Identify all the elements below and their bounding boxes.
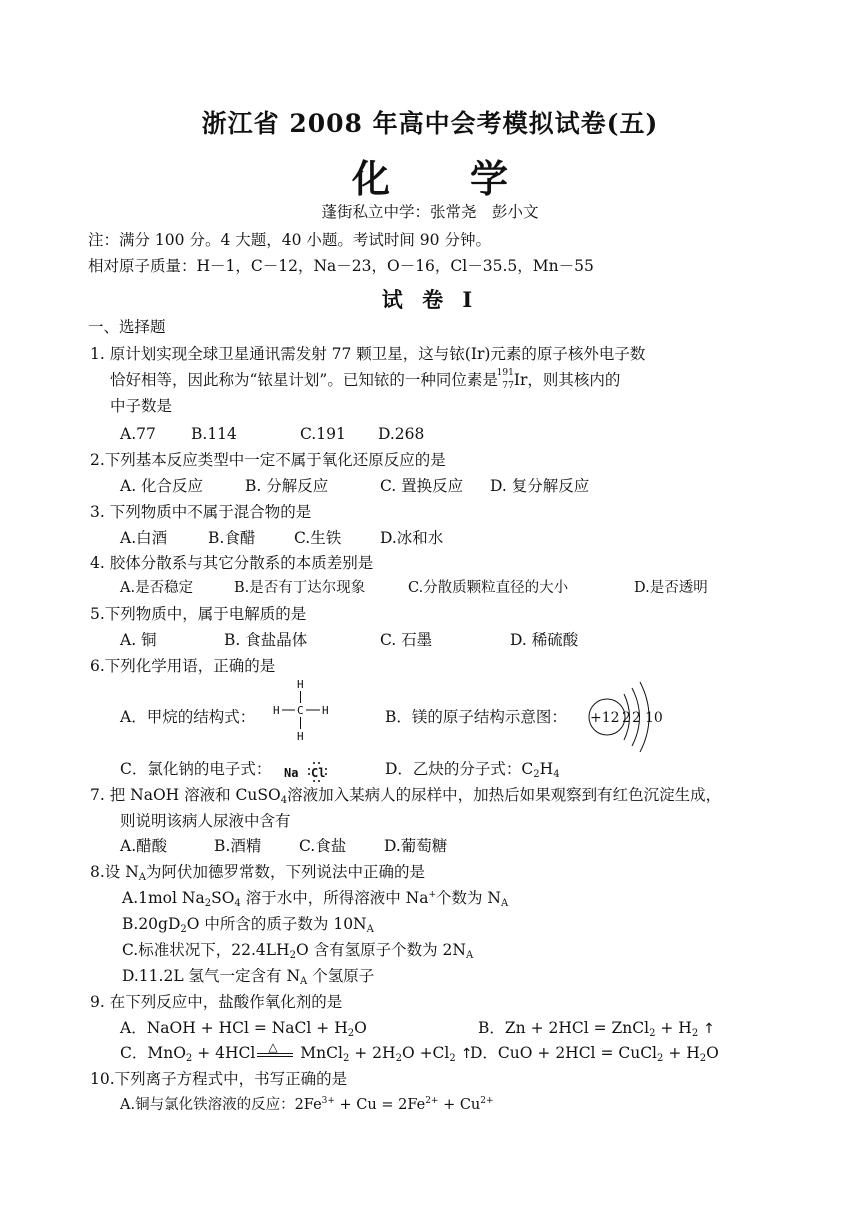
isotope-atomic-number: 77	[502, 381, 514, 391]
subject-char-1: 化	[351, 157, 390, 201]
q8-option-a: A.1mol $Na_2SO_4$ 溶于水中，所得溶液中 Na+个数为 $N_A$	[122, 889, 509, 909]
q1-line2	[110, 370, 620, 390]
q7-line1: 7. 把 NaOH 溶液和 CuSO$_4$溶液加入某病人的尿样中，加热后如果观察到有红色沉淀生成，	[90, 786, 722, 806]
q4-option-d: D.是否透明	[634, 580, 708, 596]
q3-option-d: D.冰和水	[380, 529, 444, 547]
magnesium-atom-diagram	[585, 680, 670, 752]
methane-c: C	[297, 704, 304, 717]
methane-structural-formula	[270, 676, 334, 746]
q3-option-b: B.食醋	[208, 529, 256, 547]
q8-option-c: C.标准状况下，$22.4LH_2O$ 含有氢原子个数为 $2N_A$	[122, 941, 474, 961]
q2-option-b: B. 分解反应	[245, 477, 329, 495]
q9-option-a: A．NaOH + HCl = NaCl + $H_2O$	[120, 1019, 367, 1039]
gas-arrow-icon: ↑	[703, 1021, 715, 1037]
q7-option-c: C.食盐	[299, 837, 347, 855]
q3-option-c: C.生铁	[294, 529, 342, 547]
q5-option-b: B. 食盐晶体	[224, 631, 308, 649]
q7-line2: 则说明该病人尿液中含有	[120, 812, 291, 830]
q5-stem: 5.下列物质中，属于电解质的是	[90, 605, 307, 623]
q1-option-c: C.191	[300, 425, 346, 443]
q1-line2-end: ，则其核内的	[527, 371, 621, 389]
q4-option-b: B.是否有丁达尔现象	[234, 580, 366, 596]
q5-option-a: A. 铜	[120, 631, 157, 649]
q1-line3: 中子数是	[110, 397, 173, 415]
isotope-notation	[498, 370, 514, 390]
q7-option-b: B.酒精	[214, 837, 262, 855]
q1-line1: 1. 原计划实现全球卫星通讯需发射 77 颗卫星，这与铱(Ir)元素的原子核外电子数	[90, 345, 646, 363]
gas-arrow-icon: ↑	[460, 1046, 473, 1062]
subject-title	[0, 148, 860, 203]
subject-char-2: 学	[470, 157, 509, 201]
q1-option-b: B.114	[191, 425, 237, 443]
isotope-mass: 191	[496, 368, 514, 378]
q4-option-a: A.是否稳定	[120, 580, 194, 596]
q2-option-d: D. 复分解反应	[490, 477, 590, 495]
q9-option-c: C．MnO$_2$ + 4HCl △ MnCl$_2$ + $2H_2O +Cl_2$ ↑	[120, 1043, 472, 1064]
exam-title: 浙江省 2008 年高中会考模拟试卷(五)	[201, 109, 659, 138]
q9-stem: 9. 在下列反应中，盐酸作氧化剂的是	[90, 993, 343, 1011]
q2-option-a: A. 化合反应	[120, 477, 204, 495]
q7-option-a: A.醋酸	[120, 837, 168, 855]
q4-stem: 4. 胶体分散系与其它分散系的本质差别是	[90, 554, 374, 572]
exam-note: 注：满分 100 分。4 大题，40 小题。考试时间 90 分钟。	[88, 231, 491, 249]
isotope-symbol: Ir	[513, 371, 528, 389]
shell-count-2: 2	[632, 710, 641, 726]
sodium-chloride-electron-formula	[283, 758, 335, 784]
q8-stem: 8.设 $N_A$为阿伏加德罗常数，下列说法中正确的是	[90, 863, 426, 883]
methane-h-top: H	[297, 678, 304, 691]
methane-h-bottom: H	[297, 730, 304, 743]
chlorine-symbol: Cl	[311, 766, 326, 780]
q1-option-d: D.268	[378, 425, 425, 443]
nucleus-charge: +12	[590, 710, 620, 726]
q7-option-d: D.葡萄糖	[384, 837, 448, 855]
shell-count-1: 2	[622, 710, 631, 726]
q6-option-c: C．氯化钠的电子式：	[120, 760, 272, 778]
q3-stem: 3. 下列物质中不属于混合物的是	[90, 503, 312, 521]
q4-option-c: C.分散质颗粒直径的大小	[408, 580, 569, 596]
heat-symbol-icon: △	[268, 1040, 278, 1054]
q1-option-a: A.77	[120, 425, 156, 443]
q2-option-c: C. 置换反应	[380, 477, 464, 495]
methane-h-left: H	[273, 704, 280, 717]
q3-option-a: A.白酒	[120, 529, 168, 547]
q9-option-b: B．Zn + 2HCl = ZnCl$_2$ + $H_2$ ↑	[478, 1019, 715, 1039]
atomic-mass-line: 相对原子质量：H－1，C－12，Na－23，O－16，Cl－35.5，Mn－55	[88, 257, 594, 275]
q5-option-c: C. 石墨	[380, 631, 433, 649]
q2-stem: 2.下列基本反应类型中一定不属于氧化还原反应的是	[90, 451, 446, 469]
q10-stem: 10.下列离子方程式中，书写正确的是	[90, 1070, 348, 1088]
q8-option-b: $B.20gD_2O$ 中所含的质子数为 $10N_A$	[122, 915, 374, 935]
q10-option-a: A.铜与氯化铁溶液的反应：$2Fe^{3+} + Cu = 2Fe^{2+} + Cu^{2+}$	[120, 1096, 494, 1113]
q8-option-d: D.11.2L 氢气一定含有 $N_A$ 个氢原子	[122, 967, 375, 987]
q6-option-b: B．镁的原子结构示意图：	[385, 708, 567, 726]
q9-option-d: D．CuO + 2HCl = CuCl$_2$ + $H_2O$	[470, 1044, 719, 1064]
q1-line2-text: 恰好相等，因此称为“铱星计划”。已知铱的一种同位素是	[110, 371, 498, 389]
methane-h-right: H	[322, 704, 329, 717]
q5-option-d: D. 稀硫酸	[510, 631, 579, 649]
q6-stem: 6.下列化学用语，正确的是	[90, 657, 276, 675]
heating-condition-arrow	[255, 1040, 295, 1063]
shell-count-3: 10	[645, 710, 663, 726]
q6-option-d: D．乙炔的分子式：$C_2H_4$	[385, 760, 560, 780]
q6-option-a: A．甲烷的结构式：	[120, 708, 256, 726]
section-title: 试 卷 Ⅰ	[381, 287, 479, 312]
authors: 蓬街私立中学：张常尧 彭小文	[321, 203, 539, 221]
part-title: 一、选择题	[88, 318, 166, 336]
sodium-symbol: Na	[284, 766, 299, 780]
